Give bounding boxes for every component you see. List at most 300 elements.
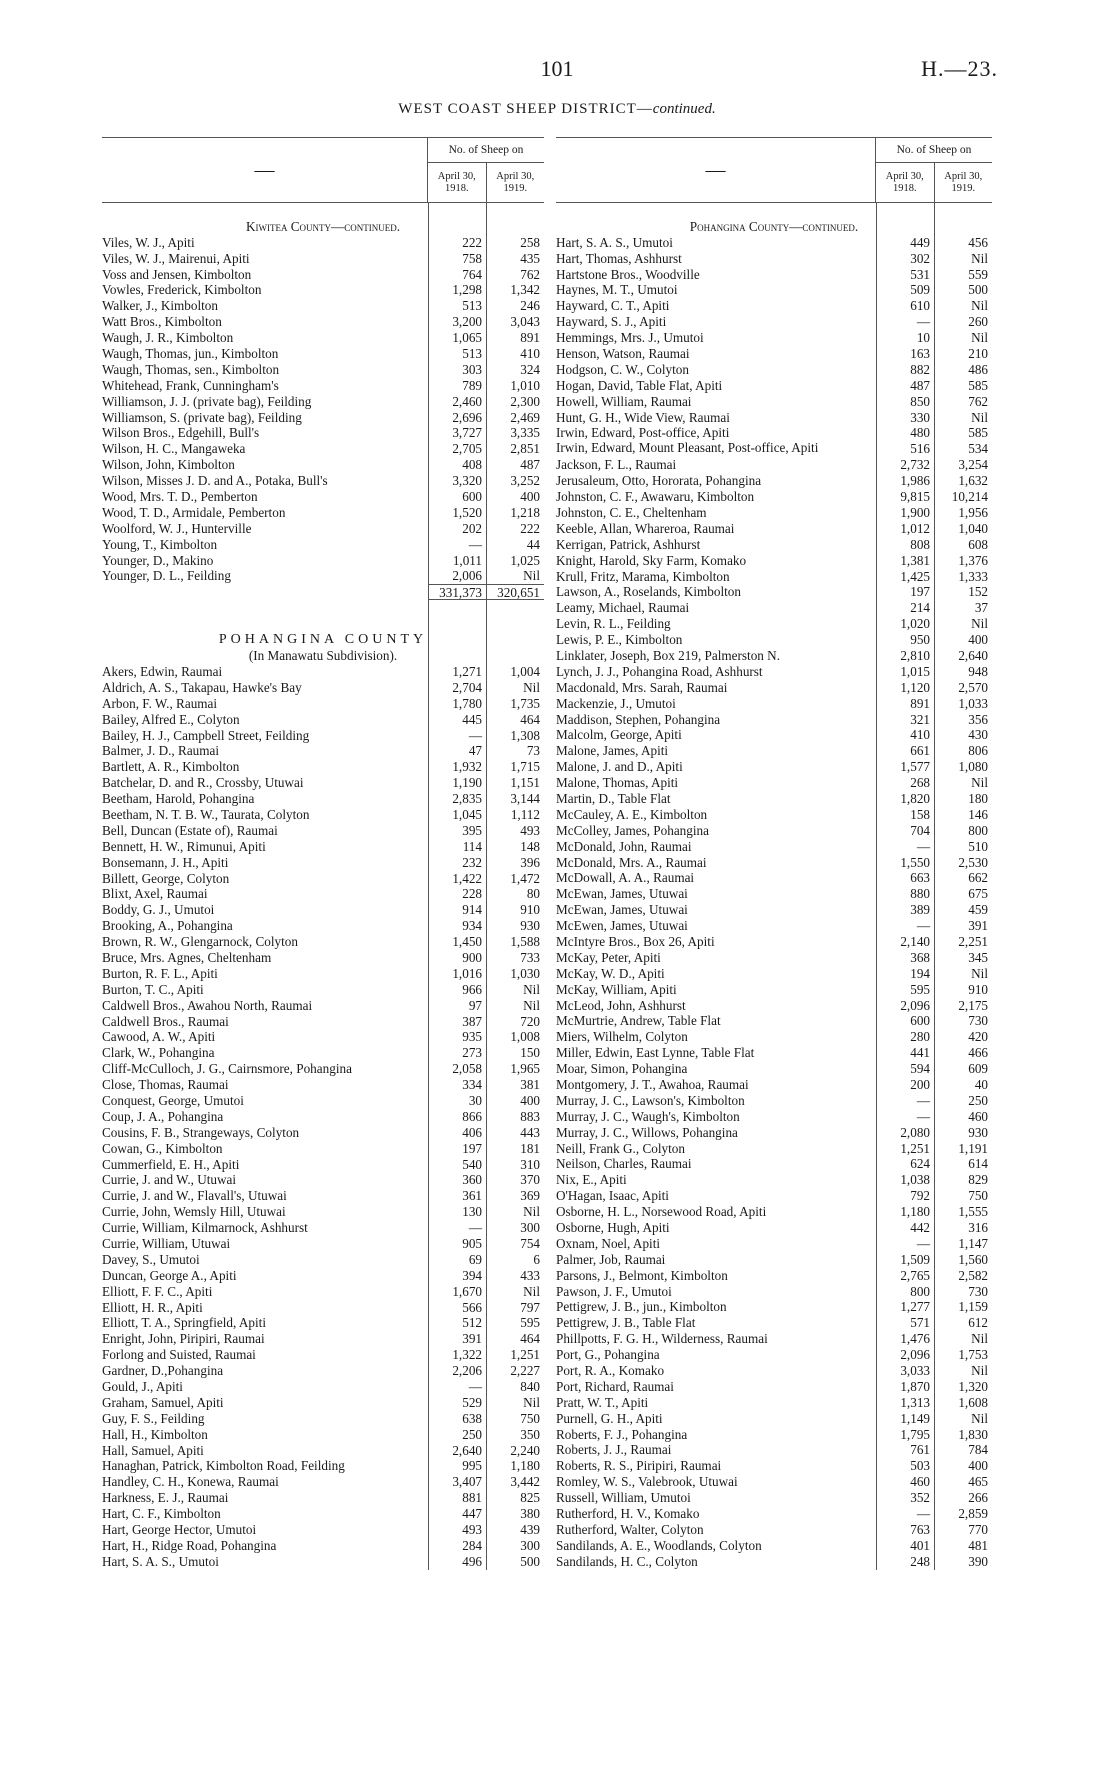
sheep-1918: 360 (462, 1172, 482, 1188)
sheep-1919: 250 (968, 1092, 988, 1108)
sheep-1919: 150 (520, 1045, 540, 1061)
sheep-1918: 197 (910, 584, 930, 600)
owner-name: Cawood, A. W., Apiti (102, 1029, 216, 1045)
sheep-1918: 232 (462, 854, 482, 870)
sheep-1919: 733 (520, 949, 540, 965)
sheep-1918: 480 (910, 425, 930, 441)
sheep-1919: 806 (968, 743, 988, 759)
sheep-1918: 1,820 (900, 790, 930, 806)
owner-name: Conquest, George, Umutoi (102, 1092, 244, 1108)
sheep-1918: 410 (910, 727, 930, 743)
owner-name: Bennett, H. W., Rimunui, Apiti (102, 838, 266, 854)
sheep-1918: 1,780 (452, 695, 482, 711)
table-row (556, 1315, 992, 1331)
sheep-1918: 1,015 (900, 663, 930, 679)
table-row (556, 1156, 992, 1172)
owner-name: Port, Richard, Raumai (556, 1378, 674, 1394)
table-row (102, 394, 544, 410)
table-row (556, 1125, 992, 1141)
sheep-1919: 2,582 (958, 1267, 988, 1283)
sheep-1919: 300 (520, 1220, 540, 1236)
sheep-1918: 2,696 (452, 409, 482, 425)
sheep-1919: 2,851 (510, 441, 540, 457)
sheep-1918: 2,140 (900, 933, 930, 949)
sheep-1919: 1,830 (958, 1426, 988, 1442)
sheep-1919: 465 (968, 1474, 988, 1490)
sheep-1918: 1,190 (452, 775, 482, 791)
owner-name: Caldwell Bros., Raumai (102, 1013, 229, 1029)
owner-name: Pratt, W. T., Apiti (556, 1394, 649, 1410)
owner-name: Hart, Thomas, Ashhurst (556, 250, 682, 266)
table-row (556, 1506, 992, 1522)
sheep-1918: 487 (910, 377, 930, 393)
sheep-1918: 321 (910, 711, 930, 727)
sheep-1919: 2,240 (510, 1442, 540, 1458)
owner-name: Gould, J., Apiti (102, 1379, 183, 1395)
table-row (556, 680, 992, 696)
sheep-1918: 624 (910, 1156, 930, 1172)
owner-name: Balmer, J. D., Raumai (102, 743, 220, 759)
sheep-1918: 97 (468, 997, 482, 1013)
sheep-1918: 1,422 (452, 870, 482, 886)
table-row (556, 696, 992, 712)
owner-name: McIntyre Bros., Box 26, Apiti (556, 933, 715, 949)
table-row (556, 282, 992, 298)
sheep-1918: 391 (462, 1331, 482, 1347)
owner-name: Cousins, F. B., Strangeways, Colyton (102, 1124, 300, 1140)
sheep-1918: 9,815 (900, 489, 930, 505)
sheep-1919: 784 (968, 1442, 988, 1458)
table-row (556, 1474, 992, 1490)
owner-name: Osborne, H. L., Norsewood Road, Apiti (556, 1204, 767, 1220)
owner-name: Krull, Fritz, Marama, Kimbolton (556, 568, 730, 584)
sheep-1919: Nil (523, 1394, 540, 1410)
table-row (102, 521, 544, 537)
sheep-1918: 449 (910, 234, 930, 250)
sheep-1919: 1,030 (510, 965, 540, 981)
sheep-1918: 3,320 (452, 473, 482, 489)
owner-name: Neilson, Charles, Raumai (556, 1156, 692, 1172)
sheep-1919: Nil (971, 1363, 988, 1379)
sheep-1918: 2,810 (900, 647, 930, 663)
owner-name: Aldrich, A. S., Takapau, Hawke's Bay (102, 679, 302, 695)
table-row (556, 1395, 992, 1411)
total-row (102, 584, 544, 600)
sheep-1918: 950 (910, 632, 930, 648)
sheep-1918: 1,450 (452, 934, 482, 950)
sheep-1918: 792 (910, 1188, 930, 1204)
sheep-1919: Nil (971, 298, 988, 314)
sheep-1918: 368 (910, 949, 930, 965)
sheep-1918: 10 (916, 330, 930, 346)
table-row (102, 1506, 544, 1522)
sheep-1919: 1,180 (510, 1458, 540, 1474)
owner-name: Lawson, A., Roselands, Kimbolton (556, 584, 741, 600)
sheep-1918: 513 (462, 346, 482, 362)
sheep-1919: 1,159 (958, 1299, 988, 1315)
table-row (556, 1204, 992, 1220)
table-row (556, 1188, 992, 1204)
table-row (556, 982, 992, 998)
right-table-body (556, 203, 992, 1570)
table-row (556, 267, 992, 283)
table-row (556, 934, 992, 950)
sheep-1918: 704 (910, 822, 930, 838)
owner-name: Port, G., Pohangina (556, 1347, 660, 1363)
owner-name: Haynes, M. T., Umutoi (556, 282, 678, 298)
sheep-1918: 935 (462, 1029, 482, 1045)
owner-name: Johnston, C. F., Awawaru, Kimbolton (556, 489, 755, 505)
sheep-1918: 2,732 (900, 457, 930, 473)
sheep-1919: 730 (968, 1013, 988, 1029)
owner-name: Whitehead, Frank, Cunningham's (102, 377, 279, 393)
sheep-count-group-header: No. of Sheep on (428, 138, 544, 163)
table-row (556, 1347, 992, 1363)
owner-name: Palmer, Job, Raumai (556, 1251, 666, 1267)
sheep-1919: 2,300 (510, 393, 540, 409)
sheep-1919: 356 (968, 711, 988, 727)
table-row (102, 1347, 544, 1363)
table-row (102, 362, 544, 378)
sheep-1919: Nil (971, 409, 988, 425)
owner-name: Walker, J., Kimbolton (102, 298, 218, 314)
table-row (556, 886, 992, 902)
sheep-1919: 891 (520, 330, 540, 346)
owner-name: Batchelar, D. and R., Crossby, Utuwai (102, 775, 304, 791)
sheep-1918: 866 (462, 1108, 482, 1124)
sheep-1918: 1,120 (900, 679, 930, 695)
sheep-1918: 2,704 (452, 679, 482, 695)
sheep-1918: 1,271 (452, 663, 482, 679)
sheep-1918: 1,425 (900, 568, 930, 584)
sheep-1918: 1,277 (900, 1299, 930, 1315)
sheep-1919: 1,147 (958, 1235, 988, 1251)
owner-name: Currie, J. and W., Flavall's, Utuwai (102, 1188, 287, 1204)
left-table (102, 137, 544, 1570)
sheep-1919: 762 (968, 393, 988, 409)
table-row (556, 1093, 992, 1109)
table-row (102, 950, 544, 966)
sheep-1919: 585 (968, 425, 988, 441)
table-row (556, 378, 992, 394)
owner-name: Brooking, A., Pohangina (102, 918, 233, 934)
table-row (102, 1284, 544, 1300)
sheep-1918: 3,033 (900, 1363, 930, 1379)
owner-name: Elliott, T. A., Springfield, Apiti (102, 1315, 266, 1331)
sheep-1918: 1,313 (900, 1394, 930, 1410)
owner-name: Coup, J. A., Pohangina (102, 1108, 224, 1124)
sheep-1918: 1,476 (900, 1331, 930, 1347)
sheep-1918: 2,058 (452, 1061, 482, 1077)
sheep-1918: 566 (462, 1299, 482, 1315)
sheep-1918: 1,900 (900, 504, 930, 520)
sheep-1919: 675 (968, 886, 988, 902)
sheep-1918: 1,795 (900, 1426, 930, 1442)
table-row (556, 1252, 992, 1268)
table-row (102, 1172, 544, 1188)
table-row (556, 330, 992, 346)
owner-name: Younger, D., Makino (102, 552, 214, 568)
owner-name: Roberts, R. S., Piripiri, Raumai (556, 1458, 722, 1474)
sheep-1919: 381 (520, 1077, 540, 1093)
sheep-1919: Nil (971, 1331, 988, 1347)
owner-name: Beetham, Harold, Pohangina (102, 791, 255, 807)
sheep-1919: 730 (968, 1283, 988, 1299)
sheep-1918: 163 (910, 346, 930, 362)
sheep-1919: 770 (968, 1521, 988, 1537)
owner-name: Viles, W. J., Mairenui, Apiti (102, 250, 250, 266)
sheep-1919: 6 (533, 1251, 540, 1267)
table-row (556, 457, 992, 473)
owner-name: Caldwell Bros., Awahou North, Raumai (102, 997, 313, 1013)
sheep-1919: 2,175 (958, 997, 988, 1013)
table-row (556, 489, 992, 505)
sheep-1919: 1,320 (958, 1378, 988, 1394)
sheep-1918: 460 (910, 1474, 930, 1490)
table-row (556, 1220, 992, 1236)
sheep-1919: 1,004 (510, 663, 540, 679)
sheep-1919: Nil (971, 616, 988, 632)
table-row (102, 1554, 544, 1570)
table-row (556, 759, 992, 775)
sheep-1918: 1,251 (900, 1140, 930, 1156)
sheep-1919: 750 (968, 1188, 988, 1204)
owner-name: McKay, Peter, Apiti (556, 949, 661, 965)
owner-name: Hall, Samuel, Apiti (102, 1442, 204, 1458)
sheep-1918: 2,640 (452, 1442, 482, 1458)
owner-name: Cowan, G., Kimbolton (102, 1140, 223, 1156)
sheep-1918: 395 (462, 822, 482, 838)
sheep-1919: 400 (520, 1092, 540, 1108)
sheep-1919: 1,308 (510, 727, 540, 743)
sheep-1919: 396 (520, 854, 540, 870)
table-row (102, 537, 544, 553)
table-row (556, 584, 992, 600)
sheep-1918: 880 (910, 886, 930, 902)
sheep-1918: 800 (910, 1283, 930, 1299)
sheep-1918: 1,045 (452, 806, 482, 822)
sheep-1918: 1,509 (900, 1251, 930, 1267)
sheep-1918: 891 (910, 695, 930, 711)
sheep-1919: 148 (520, 838, 540, 854)
sheep-1918: — (468, 1379, 482, 1395)
document-code: H.—23. (921, 56, 998, 81)
sheep-1918: 408 (462, 457, 482, 473)
owner-name: Brown, R. W., Glengarnock, Colyton (102, 934, 298, 950)
owner-name: McDonald, Mrs. A., Raumai (556, 854, 707, 870)
table-row (102, 1395, 544, 1411)
table-row (556, 1141, 992, 1157)
table-row (556, 298, 992, 314)
sheep-1918: — (468, 536, 482, 552)
owner-name: Mackenzie, J., Umutoi (556, 695, 676, 711)
sheep-1918: 1,149 (900, 1410, 930, 1426)
sheep-1919: 181 (520, 1140, 540, 1156)
table-row (102, 1157, 544, 1173)
owner-name: McDonald, John, Raumai (556, 838, 692, 854)
sheep-1918: — (916, 1235, 930, 1251)
sheep-1919: 345 (968, 949, 988, 965)
owner-name: Johnston, C. E., Cheltenham (556, 504, 707, 520)
owner-name: Hart, S. A. S., Umutoi (556, 234, 673, 250)
sheep-1919: 146 (968, 806, 988, 822)
table-row (556, 1442, 992, 1458)
sheep-1918: 763 (910, 1521, 930, 1537)
sheep-1919: 930 (520, 918, 540, 934)
sheep-1919: Nil (523, 1283, 540, 1299)
sheep-1918: 280 (910, 1029, 930, 1045)
table-row (102, 314, 544, 330)
sheep-1918: 30 (468, 1092, 482, 1108)
owner-name: Phillpotts, F. G. H., Wilderness, Raumai (556, 1331, 768, 1347)
owner-name: Hartstone Bros., Woodville (556, 266, 700, 282)
sheep-1919: 1,112 (510, 806, 540, 822)
owner-name: Wilson, John, Kimbolton (102, 457, 235, 473)
table-row (556, 537, 992, 553)
table-row (102, 664, 544, 680)
section-subheading: (In Manawatu Subdivision). (248, 648, 398, 664)
table-row (102, 1061, 544, 1077)
sheep-1919: 3,335 (510, 425, 540, 441)
sheep-1919: 829 (968, 1172, 988, 1188)
table-row (556, 823, 992, 839)
table-row (102, 966, 544, 982)
sheep-1919: 1,735 (510, 695, 540, 711)
sheep-1919: 585 (968, 377, 988, 393)
owner-name: Arbon, F. W., Raumai (102, 695, 218, 711)
sheep-1918: 268 (910, 775, 930, 791)
table-row (102, 1315, 544, 1331)
sheep-1919: 260 (968, 314, 988, 330)
table-row (102, 1474, 544, 1490)
owner-name: Waugh, Thomas, jun., Kimbolton (102, 346, 279, 362)
table-row (556, 1427, 992, 1443)
sheep-1919: Nil (971, 965, 988, 981)
sheep-1919: 1,008 (510, 1029, 540, 1045)
owner-name: Elliott, F. F. C., Apiti (102, 1283, 213, 1299)
table-row (556, 727, 992, 743)
owner-name: Voss and Jensen, Kimbolton (102, 266, 252, 282)
sheep-1919: 612 (968, 1315, 988, 1331)
sheep-1919: 500 (520, 1553, 540, 1569)
table-row (102, 346, 544, 362)
sheep-1918: 330 (910, 409, 930, 425)
owner-name: Hemmings, Mrs. J., Umutoi (556, 330, 704, 346)
sheep-1919: 754 (520, 1236, 540, 1251)
sheep-1919: 152 (968, 584, 988, 600)
sheep-1918: 47 (468, 743, 482, 759)
sheep-1919: 300 (520, 1537, 540, 1553)
owner-name: Williamson, S. (private bag), Feilding (102, 409, 302, 425)
table-row (556, 1077, 992, 1093)
table-row (102, 1331, 544, 1347)
sheep-1919: 464 (520, 1331, 540, 1347)
owner-name: Hayward, C. T., Apiti (556, 298, 670, 314)
owner-name: McEwen, James, Utuwai (556, 918, 688, 934)
owner-name: Wilson, Misses J. D. and A., Potaka, Bull's (102, 473, 328, 489)
owner-name: Young, T., Kimbolton (102, 536, 218, 552)
sheep-1919: 797 (520, 1299, 540, 1315)
sheep-1918: 1,180 (900, 1204, 930, 1220)
sheep-1918: 200 (910, 1077, 930, 1092)
sheep-1919: 380 (520, 1506, 540, 1522)
sheep-1919: 400 (968, 632, 988, 648)
sheep-1919: 258 (520, 234, 540, 250)
sheep-1919: 2,469 (510, 409, 540, 425)
sheep-1919: 80 (526, 886, 540, 902)
sheep-1919: 930 (968, 1124, 988, 1140)
sheep-1919: 1,472 (510, 870, 540, 886)
sheep-1919: 3,442 (510, 1474, 540, 1490)
sheep-1919: 180 (968, 790, 988, 806)
owner-name: Bell, Duncan (Estate of), Raumai (102, 822, 278, 838)
sheep-1918: 1,577 (900, 759, 930, 775)
owner-name: Pawson, J. F., Umutoi (556, 1283, 672, 1299)
owner-name: Murray, J. C., Willows, Pohangina (556, 1124, 738, 1140)
owner-name: Montgomery, J. T., Awahoa, Raumai (556, 1077, 749, 1092)
owner-name: Bruce, Mrs. Agnes, Cheltenham (102, 949, 272, 965)
sheep-1919: 370 (520, 1172, 540, 1188)
table-row (556, 1172, 992, 1188)
sheep-1919: 3,252 (510, 473, 540, 489)
table-row (556, 712, 992, 728)
table-row (556, 918, 992, 934)
table-row (102, 441, 544, 457)
sheep-1918: 447 (462, 1506, 482, 1522)
sheep-1919: 1,333 (958, 568, 988, 584)
table-row (102, 1014, 544, 1030)
owner-name: McLeod, John, Ashhurst (556, 997, 686, 1013)
owner-name: Russell, William, Umutoi (556, 1490, 691, 1506)
sheep-1918: 284 (462, 1537, 482, 1553)
sheep-1918: 2,096 (900, 1347, 930, 1363)
owner-name: Woolford, W. J., Hunterville (102, 520, 252, 536)
table-row (102, 775, 544, 791)
sheep-1918: 250 (462, 1426, 482, 1442)
owner-name: Pettigrew, J. B., jun., Kimbolton (556, 1299, 727, 1315)
table-row (556, 807, 992, 823)
table-row (556, 743, 992, 759)
table-row (102, 759, 544, 775)
owner-name: Guy, F. S., Feilding (102, 1410, 205, 1426)
sheep-1918: 197 (462, 1140, 482, 1156)
sheep-1919: 500 (968, 282, 988, 298)
sheep-1919: 1,956 (958, 504, 988, 520)
owner-name: Sandilands, H. C., Colyton (556, 1553, 698, 1569)
owner-name: Kerrigan, Patrick, Ashhurst (556, 536, 701, 552)
sheep-1918: 222 (462, 234, 482, 250)
owner-name: Purnell, G. H., Apiti (556, 1410, 663, 1426)
owner-name: Levin, R. L., Feilding (556, 616, 671, 632)
table-row (102, 505, 544, 521)
table-row (102, 886, 544, 902)
table-row (102, 1188, 544, 1204)
owner-name: Irwin, Edward, Mount Pleasant, Post-office, Apiti (556, 441, 819, 456)
year-1919-header: April 30, 1919. (486, 163, 545, 202)
table-row (102, 1411, 544, 1427)
sheep-1919: 400 (520, 489, 540, 505)
table-row (102, 553, 544, 569)
sheep-1919: 310 (520, 1156, 540, 1172)
owner-name: Blixt, Axel, Raumai (102, 886, 208, 902)
sheep-1919: 443 (520, 1124, 540, 1140)
sheep-1918: 2,460 (452, 393, 482, 409)
owner-name: Younger, D. L., Feilding (102, 568, 231, 584)
table-row (556, 839, 992, 855)
sheep-1919: Nil (971, 1410, 988, 1426)
owner-name: Wilson Bros., Edgehill, Bull's (102, 425, 260, 441)
table-row (102, 489, 544, 505)
